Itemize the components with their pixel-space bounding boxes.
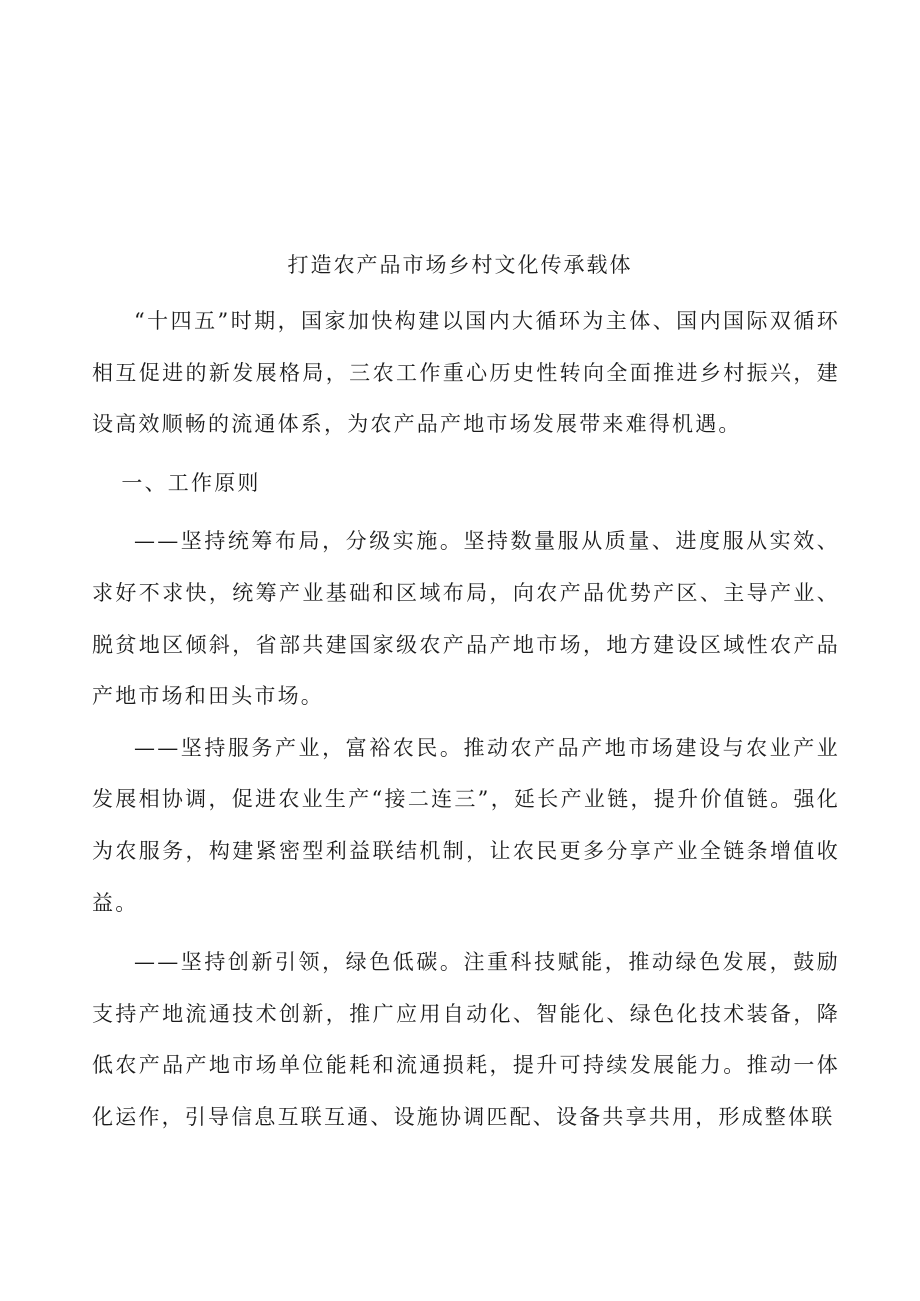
principle-paragraph-3: ——坚持创新引领，绿色低碳。注重科技赋能，推动绿色发展，鼓励支持产地流通技术创新，推广应用自动化、智能化、绿色化技术装备，降低农产品产地市场单位能耗和流通损耗，提升可持续发展能力。推动一体化运作，引导信息互联互通、设施协调匹配、设备共享共用，形成整体联	[92, 950, 840, 1129]
intro-paragraph: “十四五”时期，国家加快构建以国内大循环为主体、国内国际双循环相互促进的新发展格局，三农工作重心历史性转向全面推进乡村振兴，建设高效顺畅的流通体系，为农产品产地市场发展带来难得机遇。	[92, 309, 840, 437]
principle-paragraph-2: ——坚持服务产业，富裕农民。推动农产品产地市场建设与农业产业发展相协调，促进农业生产“接二连三”，延长产业链，提升价值链。强化为农服务，构建紧密型利益联结机制，让农民更多分享产业全链条增值收益。	[92, 735, 840, 915]
document-body	[92, 296, 840, 1144]
principle-paragraph-1: ——坚持统筹布局，分级实施。坚持数量服从质量、进度服从实效、求好不求快，统筹产业基础和区域布局，向农产品优势产区、主导产业、脱贫地区倾斜，省部共建国家级农产品产地市场，地方建设区域性农产品产地市场和田头市场。	[92, 529, 840, 709]
document-title: 打造农产品市场乡村文化传承载体	[287, 253, 633, 277]
section-heading: 一、工作原则	[121, 470, 261, 495]
